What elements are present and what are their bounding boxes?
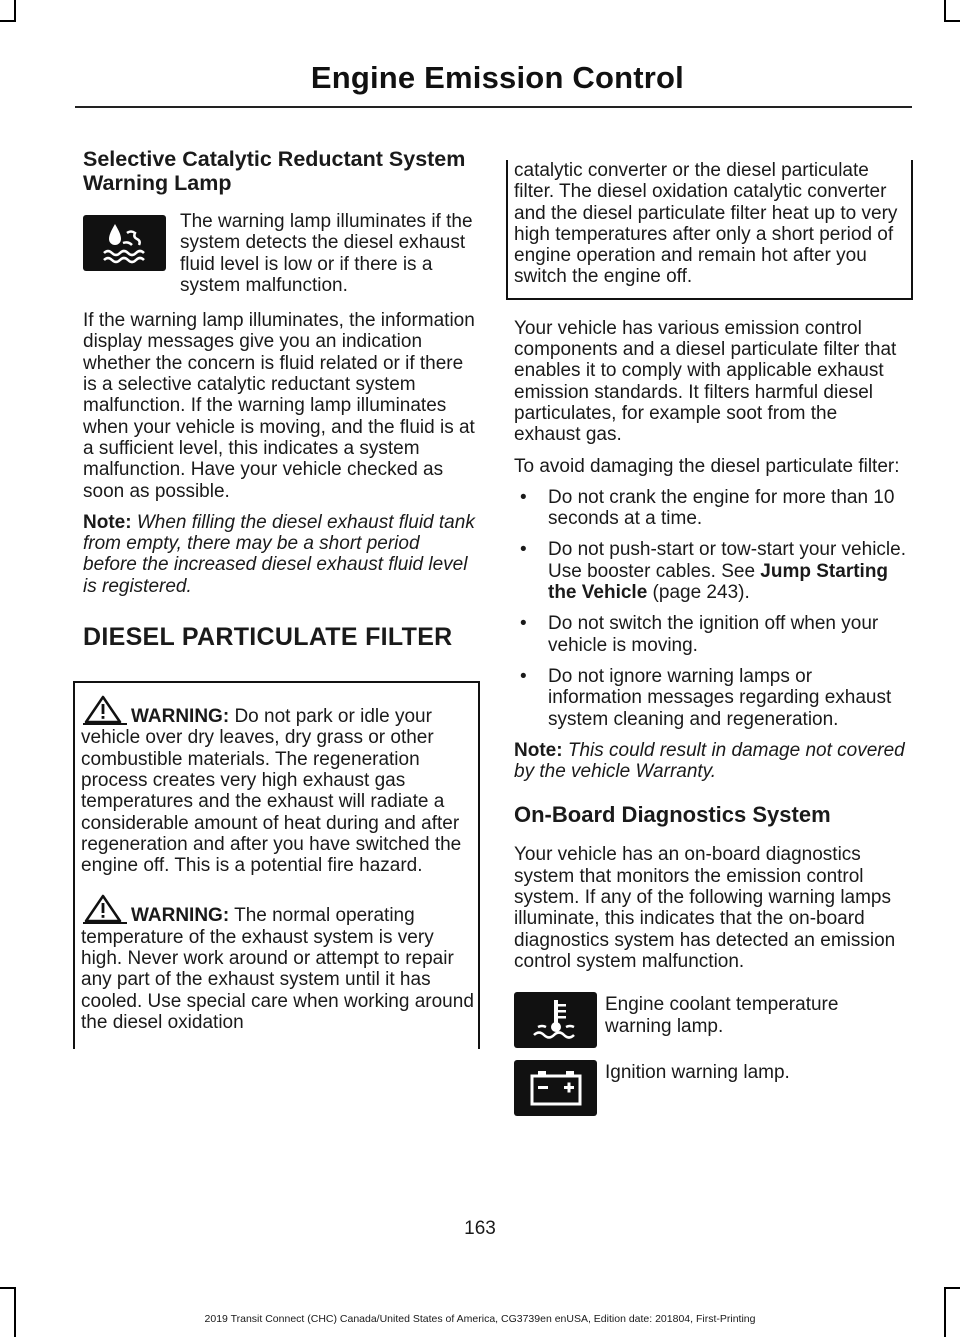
crop-mark (944, 0, 946, 22)
crop-mark (0, 20, 16, 22)
list-item: • Do not crank the engine for more than 10 seconds at a time. (514, 487, 908, 530)
dpf-bullet-list (514, 487, 908, 730)
page-number: 163 (464, 1218, 496, 1239)
obd-paragraph: Your vehicle has an on-board diagnostics system that monitors the emission control system. If any of the following warning lamps illuminate, this indicates that the on-board diagnostics system has detected an emission control system malfunction. (514, 844, 896, 972)
note-text: This could result in damage not covered by the vehicle Warranty. (514, 739, 905, 783)
warning-box-continued (506, 160, 913, 300)
obd-heading: On-Board Diagnostics System (514, 802, 831, 828)
bullet-text: Do not push-start or tow-start your vehicle. Use booster cables. See (548, 539, 906, 582)
jump-starting-link[interactable]: Jump Starting the Vehicle (548, 560, 889, 604)
warning-triangle-icon (83, 695, 127, 725)
list-item: • Do not switch the ignition off when your vehicle is moving. (514, 613, 908, 656)
list-item (514, 539, 908, 603)
warning-2-continued: catalytic converter or the diesel particulate filter. The diesel oxidation catalytic converter and the diesel particulate filter heat up to very high temperatures after only a short period of engine operation and remain hot after you switch the engine off. (514, 160, 898, 288)
note-label: Note: (83, 511, 132, 533)
warning-1-text: Do not park or idle your vehicle over dry leaves, dry grass or other combustible materials. The regeneration process creates very high exhaust gas temperatures and the exhaust will radiate a considerable amount of heat during and after regeneration and after you have switched the engine off. This is a potential fire hazard. (81, 706, 462, 877)
right-column (514, 160, 908, 1128)
crop-mark (944, 1287, 946, 1337)
crop-mark (14, 0, 16, 22)
header-divider (75, 106, 912, 108)
footer: 2019 Transit Connect (CHC) Canada/United States of America, CG3739en enUSA, Edition date: 201804, First-Printing (204, 1313, 756, 1325)
note-label: Note: (514, 739, 563, 761)
dpf-heading: DIESEL PARTICULATE FILTER (83, 623, 453, 652)
warning-2-label: WARNING: (131, 905, 230, 927)
crop-mark (14, 1287, 16, 1337)
lamp-row-coolant (514, 992, 908, 1048)
warning-2 (81, 894, 478, 1033)
dpf-note (514, 740, 908, 783)
crop-mark (944, 20, 960, 22)
list-item: • Do not ignore warning lamps or information messages regarding exhaust system cleaning and regeneration. (514, 666, 908, 730)
crop-mark (944, 1287, 960, 1289)
scr-intro: The warning lamp illuminates if the system detects the diesel exhaust fluid level is low or if there is a system malfunction. (180, 211, 473, 296)
warning-1-label: WARNING: (131, 706, 230, 728)
coolant-temperature-icon (514, 992, 597, 1048)
scr-heading: Selective Catalytic Reductant System Warning Lamp (83, 147, 466, 195)
warning-2-text: The normal operating temperature of the exhaust system is very high. Never work around or attempt to repair any part of the exhaust system until it has cooled. Use special care when working around the diesel oxidation (81, 905, 474, 1033)
diesel-exhaust-fluid-warning-icon (83, 215, 166, 271)
page-title: Engine Emission Control (310, 60, 684, 95)
scr-note (83, 512, 476, 597)
note-text: When filling the diesel exhaust fluid tank from empty, there may be a short period before the increased diesel exhaust fluid level is registered. (83, 511, 475, 597)
scr-paragraph: If the warning lamp illuminates, the information display messages give you an indication whether the concern is fluid related or if there is a selective catalytic reductant system malfunction. If the warning lamp illuminates when your vehicle is moving, and the fluid is at a sufficient level, this indicates a system malfunction. Have your vehicle checked as soon as possible. (83, 310, 475, 502)
left-column (83, 147, 476, 1049)
dpf-paragraph-2: To avoid damaging the diesel particulate filter: (514, 455, 900, 477)
battery-icon (514, 1060, 597, 1116)
warning-1 (81, 695, 478, 876)
warning-box (73, 681, 480, 1049)
lamp-1-text: Engine coolant temperature warning lamp. (605, 994, 839, 1037)
crop-mark (0, 1287, 16, 1289)
dpf-paragraph-1: Your vehicle has various emission control components and a diesel particulate filter that enables it to comply with applicable exhaust emission standards. It filters harmful diesel particulates, for example soot from the exhaust gas. (514, 317, 897, 446)
warning-triangle-icon (83, 894, 127, 924)
lamp-row-ignition (514, 1060, 908, 1116)
page-reference: (page 243). (647, 582, 750, 604)
lamp-2-text: Ignition warning lamp. (605, 1062, 790, 1084)
